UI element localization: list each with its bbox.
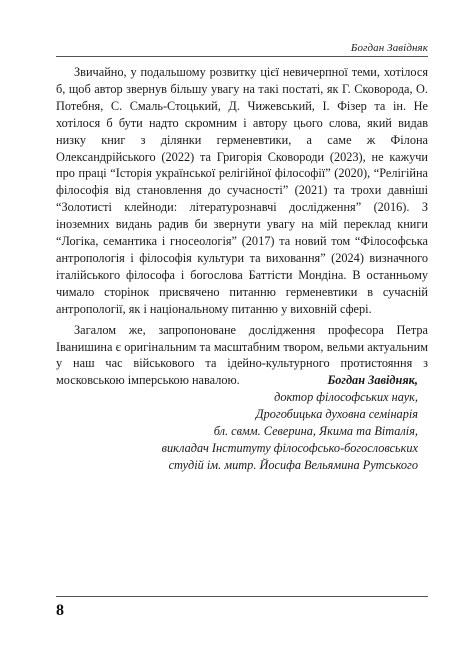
body-text: [56, 64, 428, 389]
signature-institute-name: студій ім. митр. Йосифа Вельямина Рутського: [168, 457, 418, 472]
paragraph-2: Загалом же, запропоноване дослідження професора Петра Іванишина є оригінальним та масштабним твором, вельми актуальним у наш час військового та ідейно-культурного протистояння з московською імперською навалою.: [56, 322, 428, 388]
signature-institution-patrons: бл. свмм. Северина, Якима та Віталія,: [213, 423, 418, 438]
running-header: Богдан Завідняк: [350, 42, 428, 54]
signature-position: викладач Інституту філософсько-богословських: [161, 440, 418, 455]
page-number: 8: [56, 602, 64, 619]
paragraph-1: Звичайно, у подальшому розвитку цієї невичерпної теми, хотілося б, щоб автор звернув більшу увагу на такі постаті, як Г. Сковорода, О. Потебня, С. Смаль-Стоцький, Д. Чижевський, І. Фізер та ін. Не хотілося б бути надто скромним і автору цього слова, який видав низку книг з ділянки герменевтики, а саме ж Філона Олександрійського (2022) та Григорія Сковороди (2023), не кажучи про праці “Історія української релігійної філософії” (2020), “Релігійна філософія від становлення до сучасності” (2021) та трохи давніші “Золотисті клейноди: літературознавчі дослідження” (2016). З іноземних видань радив би звернути увагу на мій переклад книги “Логіка, семантика і гносеологія” (2017) та новий том “Філософська антропологія і філософія культури та виховання” (2024) визначного італійського філософа і богослова Баттісти Мондіна. В останньому чимало сторінок присвячено питанню герменевтики в сучасній антропології, як і національному питанню у виховній сфері.: [56, 65, 428, 316]
signature-institution: Дрогобицька духовна семінарія: [255, 406, 418, 421]
signature-name: Богдан Завідняк,: [327, 373, 418, 387]
signature-degree: доктор філософських наук,: [274, 389, 418, 404]
signature-block: [56, 372, 418, 473]
footer-rule: [56, 596, 428, 597]
header-rule: [56, 56, 428, 57]
